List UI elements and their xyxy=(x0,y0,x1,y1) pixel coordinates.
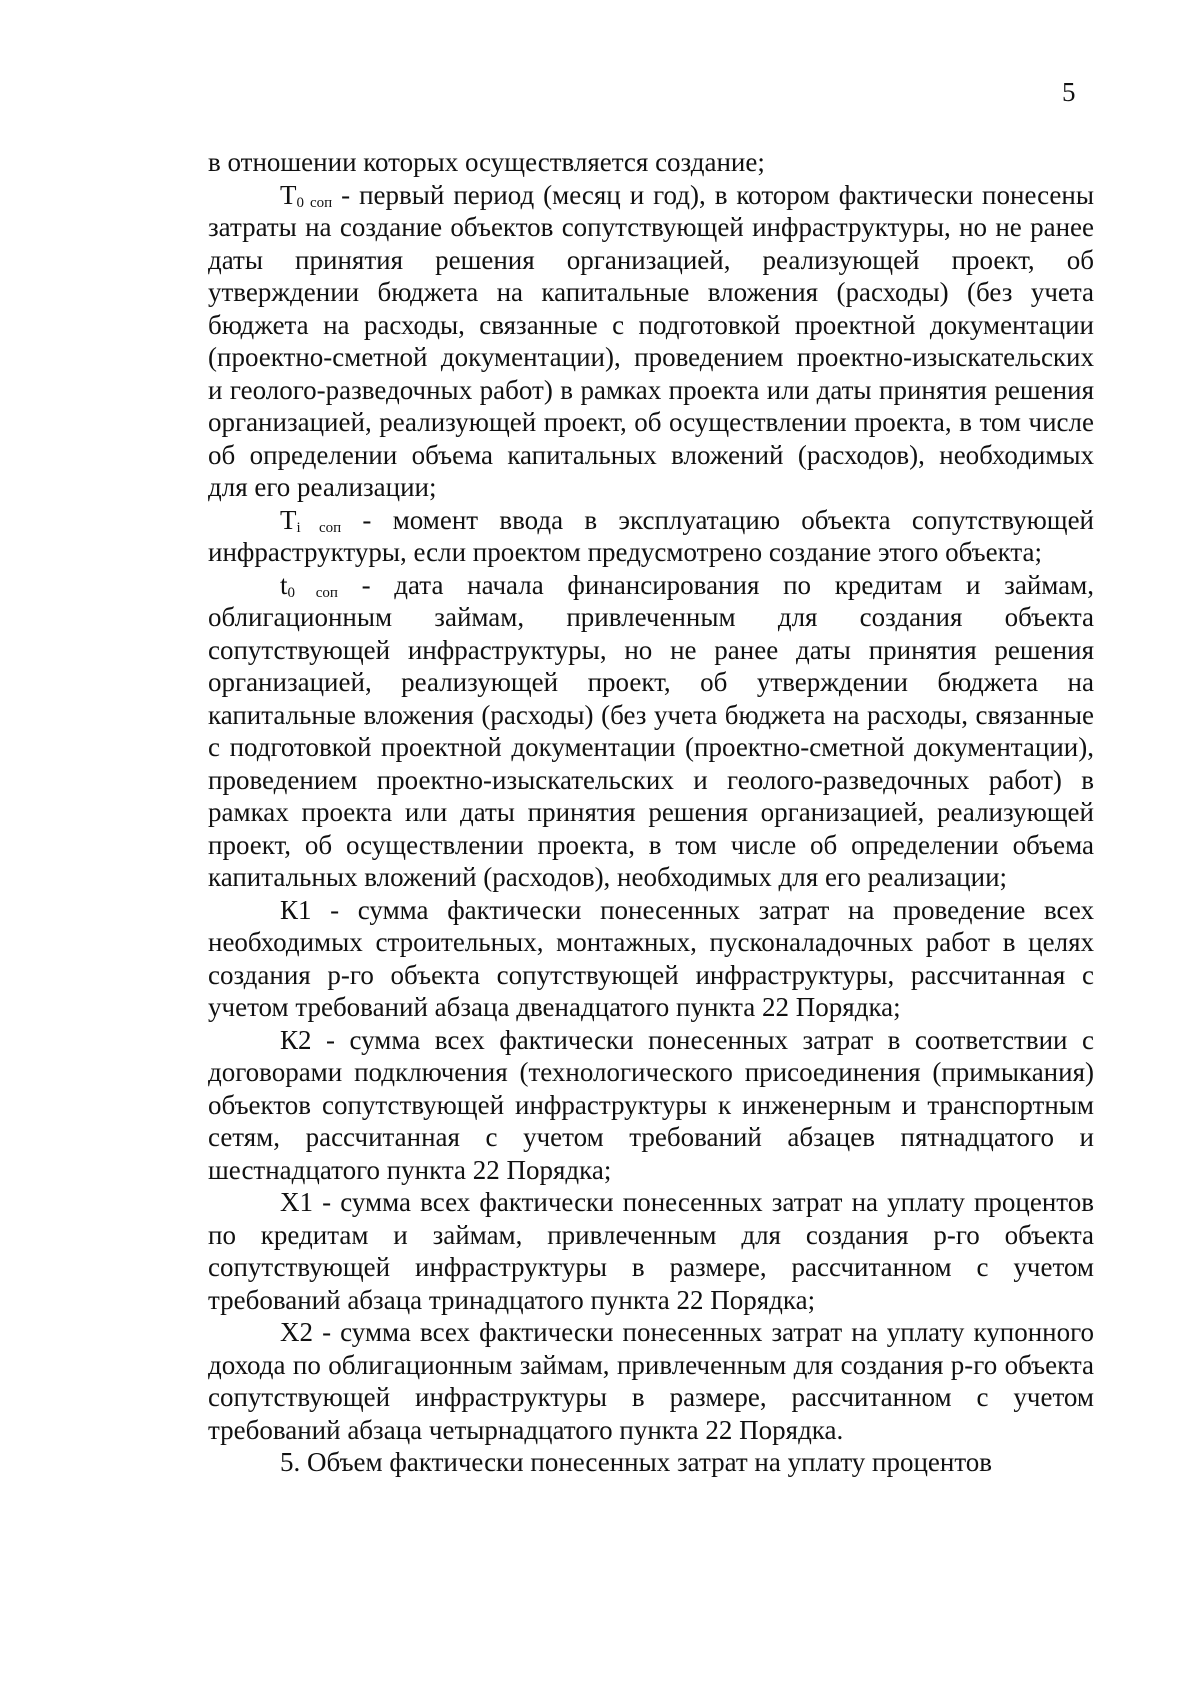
paragraph-section-5 xyxy=(208,1446,1094,1479)
paragraph-text: Х1 - сумма всех фактически понесенных затрат на уплату процентов по кредитам и займам, привлеченным для создания p-го объекта сопутствующей инфраструктуры в размере, рассчитанном с учетом требований абзаца тринадцатого пункта 22 Порядка; xyxy=(208,1187,1094,1315)
paragraph-text: К2 - сумма всех фактически понесенных затрат в соответствии с договорами подключения (технологического присоединения (примыкания) объектов сопутствующей инфраструктуры к инженерным и транспортным сетям, рассчитанная с учетом требований абзацев пятнадцатого и шестнадцатого пункта 22 Порядка; xyxy=(208,1024,1094,1185)
paragraph-text: 5. Объем фактически понесенных затрат на уплату процентов xyxy=(280,1447,993,1477)
page-number: 5 xyxy=(1062,77,1076,107)
paragraph-text: в отношении которых осуществляется создание; xyxy=(208,147,765,177)
term-symbol: $Т_{0 соп}$ xyxy=(280,179,333,211)
paragraph-text: - момент ввода в эксплуатацию объекта сопутствующей инфраструктуры, если проектом предусмотрено создание этого объекта; xyxy=(208,504,1094,567)
paragraph-definition-k2 xyxy=(208,1024,1094,1187)
paragraph-text: К1 - сумма фактически понесенных затрат на проведение всех необходимых строительных, монтажных, пусконаладочных работ в целях создания p-го объекта сопутствующей инфраструктуры, рассчитанная с учетом требований абзаца двенадцатого пункта 22 Порядка; xyxy=(208,894,1094,1022)
paragraph-definition-t0-sop xyxy=(208,179,1094,504)
paragraph-continuation xyxy=(208,146,1094,179)
paragraph-text: Х2 - сумма всех фактически понесенных затрат на уплату купонного дохода по облигационным займам, привлеченным для создания p-го объекта сопутствующей инфраструктуры в размере, рассчитанном с учетом требований абзаца четырнадцатого пункта 22 Порядка. xyxy=(208,1317,1094,1445)
term-symbol: $t_{0 соп}$ xyxy=(280,569,338,601)
term-subscript: i соп xyxy=(296,519,342,536)
paragraph-text: - дата начала финансирования по кредитам и займам, облигационным займам, привлеченным для создания объекта сопутствующей инфраструктуры, но не ранее даты принятия решения организацией, реализующей проект, об утверждении бюджета на капитальные вложения (расходы) (без учета бюджета на расходы, связанные с подготовкой проектной документации (проектно-сметной документации), проведением проектно-изыскательских и геолого-разведочных работ) в рамках проекта или даты принятия решения организацией, реализующей проект, об осуществлении проекта, в том числе об определении объема капитальных вложений (расходов), необходимых для его реализации; xyxy=(208,569,1095,892)
term-subscript: 0 соп xyxy=(296,194,333,211)
document-body xyxy=(208,146,1094,1479)
paragraph-definition-ti-sop xyxy=(208,504,1094,569)
paragraph-definition-x2 xyxy=(208,1316,1094,1446)
paragraph-definition-k1 xyxy=(208,894,1094,1024)
term-subscript: 0 соп xyxy=(287,584,338,601)
term-symbol: $Т_{i соп}$ xyxy=(280,504,342,536)
paragraph-text: - первый период (месяц и год), в котором фактически понесены затраты на создание объектов сопутствующей инфраструктуры, но не ранее даты принятия решения организацией, реализующей проект, об утверждении бюджета на капитальные вложения (расходы) (без учета бюджета на расходы, связанные с подготовкой проектной документации (проектно-сметной документации), проведением проектно-изыскательских и геолого-разведочных работ) в рамках проекта или даты принятия решения организацией, реализующей проект, об осуществлении проекта, в том числе об определении объема капитальных вложений (расходов), необходимых для его реализации; xyxy=(208,179,1095,502)
paragraph-definition-t0-small-sop xyxy=(208,569,1094,894)
paragraph-definition-x1 xyxy=(208,1186,1094,1316)
